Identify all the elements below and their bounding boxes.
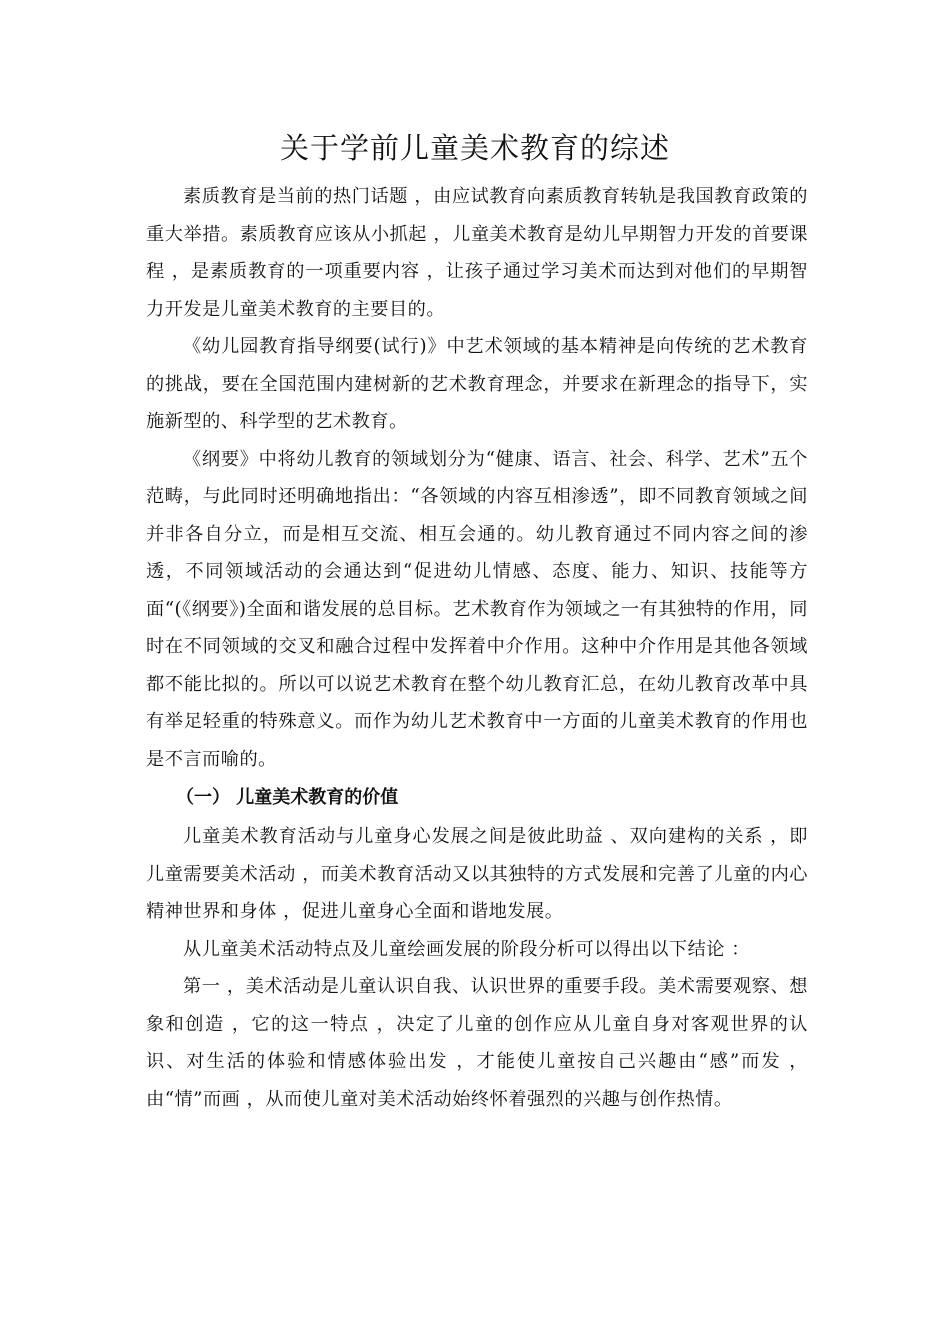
paragraph: 《幼儿园教育指导纲要(试行)》中艺术领域的基本精神是向传统的艺术教育的挑战，要在全国范围内建树新的艺术教育理念，并要求在新理念的指导下，实施新型的、科学型的艺术教育。 <box>146 336 808 432</box>
paragraph: 第一 ，美术活动是儿童认识自我、认识世界的重要手段。美术需要观察、想象和创造 ，它的这一特点 ，决定了儿童的创作应从儿童自身对客观世界的认识、对生活的体验和情感体验出发 ，才能使儿童按自己兴趣由“感”而发 ，由“情”而画 ，从而使儿童对美术活动始终怀着强烈的兴趣与创作热情。 <box>146 976 808 1110</box>
paragraph: 儿童美术教育活动与儿童身心发展之间是彼此助益 、双向建构的关系 ，即儿童需要美术活动 ，而美术教育活动又以其独特的方式发展和完善了儿童的内心精神世界和身体 ，促进儿童身心全面和谐地发展。 <box>146 826 808 922</box>
paragraph: 素质教育是当前的热门话题 ，由应试教育向素质教育转轨是我国教育政策的重大举措。素质教育应该从小抓起 ，儿童美术教育是幼儿早期智力开发的首要课程 ，是素质教育的一项重要内容 ，让孩子通过学习美术而达到对他们的早期智力开发是儿童美术教育的主要目的。 <box>146 186 808 320</box>
paragraph: 《纲要》中将幼儿教育的领域划分为“健康、语言、社会、科学、艺术”五个范畴，与此同时还明确地指出：“各领域的内容互相渗透”，即不同教育领域之间并非各自分立，而是相互交流、相互会通的。幼儿教育通过不同内容之间的渗透，不同领域活动的会通达到“促进幼儿情感、态度、能力、知识、技能等方面“(《纲要》)全面和谐发展的总目标。艺术教育作为领域之一有其独特的作用，同时在不同领域的交叉和融合过程中发挥着中介作用。这种中介作用是其他各领域都不能比拟的。所以可以说艺术教育在整个幼儿教育汇总，在幼儿教育改革中具有举足轻重的特殊意义。而作为幼儿艺术教育中一方面的儿童美术教育的作用也是不言而喻的。 <box>146 448 808 770</box>
section-heading: （一） 儿童美术教育的价值 <box>176 787 399 808</box>
document-body <box>146 178 808 1118</box>
paragraph: 从儿童美术活动特点及儿童绘画发展的阶段分析可以得出以下结论 ： <box>183 938 750 960</box>
document-title: 关于学前儿童美术教育的综述 <box>279 131 670 165</box>
